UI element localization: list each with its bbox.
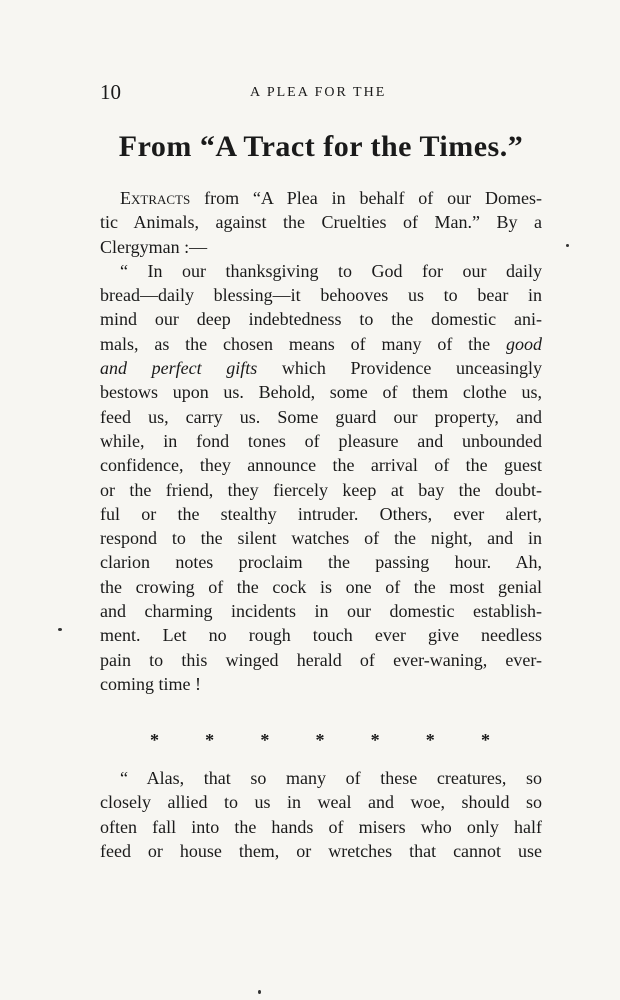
asterisk: * bbox=[205, 730, 215, 750]
asterisk: * bbox=[425, 730, 435, 750]
text-line: pain to this winged herald of ever-waning, ever- bbox=[100, 649, 542, 670]
text-line: ment. Let no rough touch ever give needless bbox=[100, 625, 542, 646]
text-line: clarion notes proclaim the passing hour. Ah, bbox=[100, 552, 542, 573]
page-number: 10 bbox=[100, 80, 121, 104]
text-line: bread—daily blessing—it behooves us to bear in bbox=[100, 285, 542, 306]
section-heading: From “A Tract for the Times.” bbox=[118, 130, 524, 163]
asterisk: * bbox=[480, 730, 490, 750]
text-line: “ In our thanksgiving to God for our daily bbox=[120, 260, 542, 281]
text-line: or the friend, they fiercely keep at bay the doubt- bbox=[100, 479, 542, 500]
italic-phrase: and perfect gifts bbox=[100, 358, 258, 379]
asterisk: * bbox=[315, 730, 325, 750]
text-line: and charming incidents in our domestic establish- bbox=[100, 601, 542, 622]
text-line: often fall into the hands of misers who only half bbox=[100, 816, 542, 837]
text-line: while, in fond tones of pleasure and unbounded bbox=[100, 430, 542, 451]
asterisk: * bbox=[150, 730, 159, 750]
text-line-span: from “A Plea in behalf of our Domes- bbox=[190, 188, 542, 208]
text-line bbox=[100, 186, 542, 210]
running-head-title: A PLEA FOR THE bbox=[250, 85, 387, 100]
running-head bbox=[100, 80, 542, 106]
text-line-span: which Providence unceasingly bbox=[257, 358, 542, 379]
paper-speck bbox=[566, 244, 569, 247]
text-line-span: mals, as the chosen means of many of the bbox=[100, 333, 491, 354]
text-line: Clergyman :— bbox=[100, 236, 208, 257]
text-line bbox=[100, 332, 542, 356]
text-line: feed us, carry us. Some guard our property, and bbox=[100, 406, 542, 427]
text-line: mind our deep indebtedness to the domestic ani- bbox=[100, 309, 542, 330]
italic-phrase: good bbox=[506, 333, 542, 354]
asterisk: * bbox=[370, 730, 380, 750]
paper-speck bbox=[258, 990, 261, 994]
text-line: closely allied to us in weal and woe, should so bbox=[100, 792, 542, 813]
text-line: bestows upon us. Behold, some of them clothe us, bbox=[100, 382, 542, 403]
text-line: confidence, they announce the arrival of the guest bbox=[100, 455, 542, 476]
text-line: tic Animals, against the Cruelties of Man.” By a bbox=[100, 212, 542, 233]
text-line: “ Alas, that so many of these creatures, so bbox=[120, 768, 542, 788]
text-line: ful or the stealthy intruder. Others, ever alert, bbox=[100, 503, 542, 524]
text-line bbox=[100, 356, 542, 380]
text-line: feed or house them, or wretches that cannot use bbox=[100, 840, 542, 861]
body-text-continued bbox=[100, 766, 542, 863]
asterisk: * bbox=[260, 730, 270, 750]
text-line: the crowing of the cock is one of the most genial bbox=[100, 576, 542, 597]
asterism-divider bbox=[150, 730, 490, 751]
lead-word: Extracts bbox=[120, 188, 191, 208]
text-line: coming time ! bbox=[100, 673, 201, 694]
paper-speck bbox=[58, 628, 62, 631]
text-line: respond to the silent watches of the night, and in bbox=[100, 528, 542, 549]
body-text bbox=[100, 186, 542, 696]
